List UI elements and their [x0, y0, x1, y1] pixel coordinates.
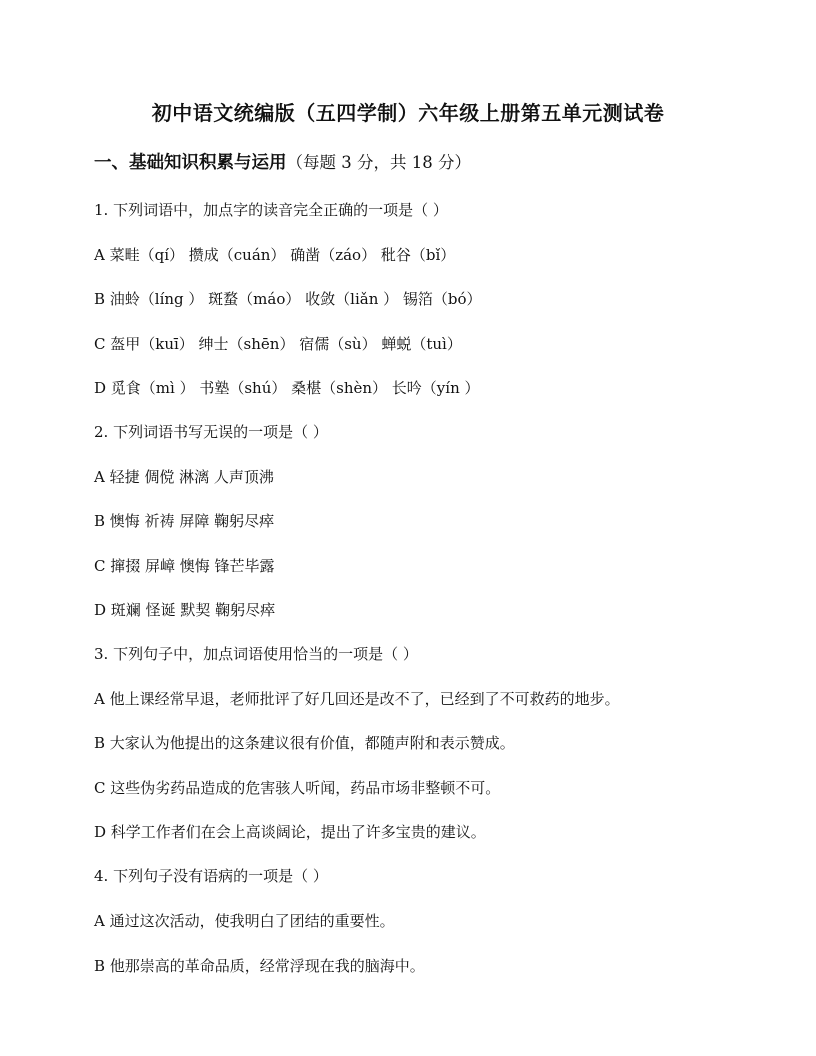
question-1-option-b: B 油蛉（líng ） 斑蝥（máo） 收敛（liǎn ） 锡箔（bó）: [94, 290, 482, 308]
question-1: 1. 下列词语中，加点字的读音完全正确的一项是（ ）: [94, 201, 448, 219]
question-2: 2. 下列词语书写无误的一项是（ ）: [94, 423, 328, 441]
question-2-option-d: D 斑斓 怪诞 默契 鞠躬尽瘁: [94, 601, 276, 619]
question-2-option-b: B 懊悔 祈祷 屏障 鞠躬尽瘁: [94, 512, 275, 530]
section-heading: [94, 149, 471, 174]
question-1-option-a: A 菜畦（qí） 攒成（cuán） 确凿（záo） 秕谷（bǐ）: [94, 246, 456, 264]
question-1-option-c: C 盔甲（kuī） 绅士（shēn） 宿儒（sù） 蝉蜕（tuì）: [94, 335, 462, 353]
question-1-option-d: D 觅食（mì ） 书塾（shú） 桑椹（shèn） 长吟（yín ）: [94, 379, 480, 397]
question-3-option-b: B 大家认为他提出的这条建议很有价值，都随声附和表示赞成。: [94, 734, 515, 752]
question-3: 3. 下列句子中，加点词语使用恰当的一项是（ ）: [94, 645, 418, 663]
question-3-option-c: C 这些伪劣药品造成的危害骇人听闻，药品市场非整顿不可。: [94, 779, 501, 797]
question-4-option-b: B 他那崇高的革命品质，经常浮现在我的脑海中。: [94, 957, 425, 975]
question-4-option-a: A 通过这次活动，使我明白了团结的重要性。: [94, 912, 395, 930]
question-3-option-a: A 他上课经常早退，老师批评了好几回还是改不了，已经到了不可救药的地步。: [94, 690, 620, 708]
section-heading-text: 一、基础知识积累与运用: [94, 153, 287, 173]
question-4: 4. 下列句子没有语病的一项是（ ）: [94, 867, 328, 885]
question-3-option-d: D 科学工作者们在会上高谈阔论，提出了许多宝贵的建议。: [94, 823, 486, 841]
document-title: 初中语文统编版（五四学制）六年级上册第五单元测试卷: [151, 101, 665, 125]
question-2-option-a: A 轻捷 倜傥 淋漓 人声顶沸: [94, 468, 274, 486]
question-2-option-c: C 撺掇 屏嶂 懊悔 锋芒毕露: [94, 557, 275, 575]
section-score-note: （每题 3 分，共 18 分）: [286, 153, 471, 172]
